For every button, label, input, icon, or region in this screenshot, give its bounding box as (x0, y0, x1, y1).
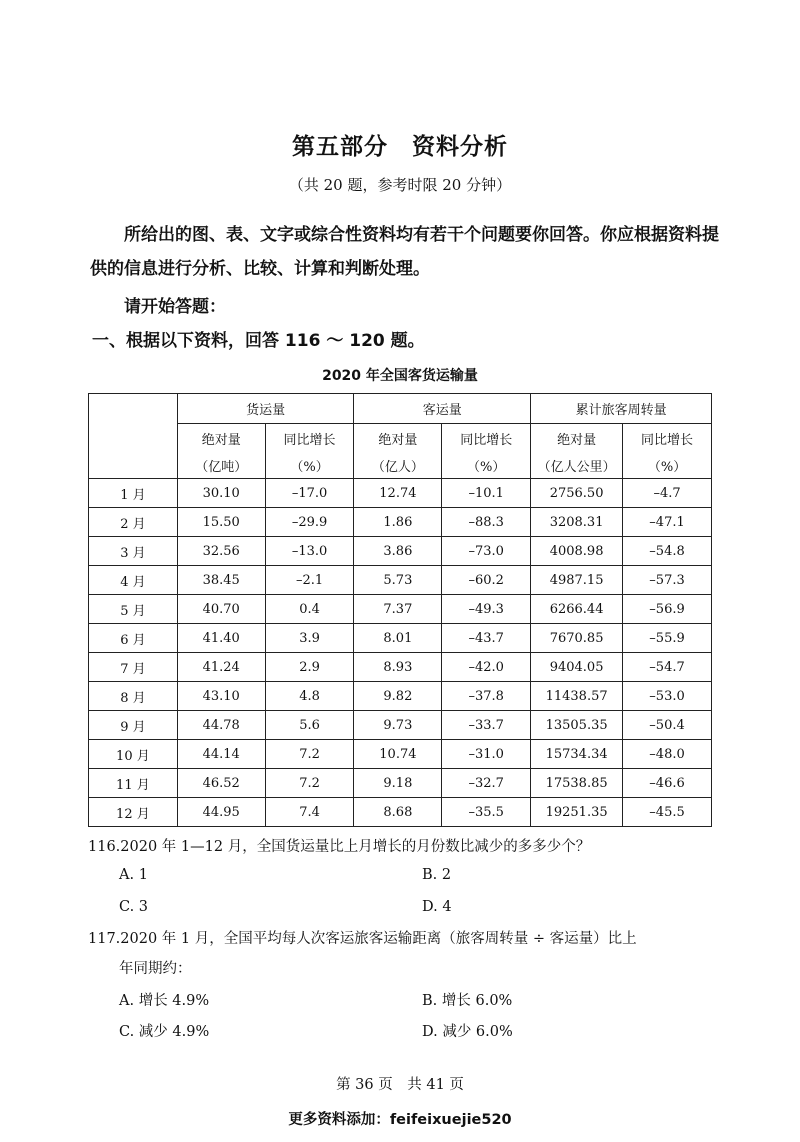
value-cell: –32.7 (442, 769, 531, 798)
table-row (89, 479, 712, 508)
value-cell: 30.10 (177, 479, 265, 508)
value-cell: 15734.34 (531, 740, 623, 769)
value-cell: 46.52 (177, 769, 265, 798)
question-116: 116.2020 年 1—12 月，全国货运量比上月增长的月份数比减少的多多少个？ (88, 839, 591, 855)
value-cell: 7670.85 (531, 624, 623, 653)
unit-cell: （亿吨） (177, 452, 265, 479)
table-row (89, 537, 712, 566)
table-row (89, 740, 712, 769)
value-cell: –55.9 (623, 624, 712, 653)
value-cell: –37.8 (442, 682, 531, 711)
header-freight: 货运量 (177, 394, 354, 424)
value-cell: 4008.98 (531, 537, 623, 566)
month-cell: 6 月 (89, 624, 178, 653)
value-cell: 44.95 (177, 798, 265, 827)
value-cell: 4987.15 (531, 566, 623, 595)
table-row (89, 508, 712, 537)
value-cell: –33.7 (442, 711, 531, 740)
value-cell: 5.73 (354, 566, 442, 595)
value-cell: –17.0 (265, 479, 354, 508)
subheader-cell: 同比增长 (442, 424, 531, 453)
table-row (89, 624, 712, 653)
table-row (89, 798, 712, 827)
table-corner-cell (89, 394, 178, 479)
value-cell: –47.1 (623, 508, 712, 537)
value-cell: 12.74 (354, 479, 442, 508)
value-cell: 8.01 (354, 624, 442, 653)
value-cell: –31.0 (442, 740, 531, 769)
value-cell: –10.1 (442, 479, 531, 508)
value-cell: 32.56 (177, 537, 265, 566)
value-cell: 3.86 (354, 537, 442, 566)
option-116-c[interactable]: C. 3 (119, 899, 149, 915)
transport-table (88, 393, 712, 827)
question-group-heading: 一、根据以下资料，回答 116 ～ 120 题。 (92, 331, 425, 351)
table-body (89, 479, 712, 827)
value-cell: –13.0 (265, 537, 354, 566)
option-117-c[interactable]: C. 减少 4.9% (119, 1024, 210, 1040)
page-number: 第 36 页 共 41 页 (336, 1077, 464, 1093)
value-cell: 7.2 (265, 740, 354, 769)
value-cell: 1.86 (354, 508, 442, 537)
value-cell: 41.40 (177, 624, 265, 653)
value-cell: 8.93 (354, 653, 442, 682)
month-cell: 12 月 (89, 798, 178, 827)
value-cell: –29.9 (265, 508, 354, 537)
value-cell: 13505.35 (531, 711, 623, 740)
option-116-b[interactable]: B. 2 (422, 867, 452, 883)
value-cell: 40.70 (177, 595, 265, 624)
section-subtitle: （共 20 题，参考时限 20 分钟） (288, 176, 512, 194)
value-cell: –50.4 (623, 711, 712, 740)
value-cell: 2756.50 (531, 479, 623, 508)
value-cell: 3.9 (265, 624, 354, 653)
value-cell: –42.0 (442, 653, 531, 682)
value-cell: 38.45 (177, 566, 265, 595)
unit-cell: （%） (265, 452, 354, 479)
value-cell: –35.5 (442, 798, 531, 827)
value-cell: 43.10 (177, 682, 265, 711)
option-116-a[interactable]: A. 1 (119, 867, 148, 883)
table-row (89, 595, 712, 624)
month-cell: 11 月 (89, 769, 178, 798)
value-cell: 9.82 (354, 682, 442, 711)
value-cell: –88.3 (442, 508, 531, 537)
value-cell: 8.68 (354, 798, 442, 827)
value-cell: 9.73 (354, 711, 442, 740)
month-cell: 10 月 (89, 740, 178, 769)
subheader-cell: 绝对量 (531, 424, 623, 453)
value-cell: 15.50 (177, 508, 265, 537)
subheader-cell: 同比增长 (265, 424, 354, 453)
month-cell: 2 月 (89, 508, 178, 537)
value-cell: –56.9 (623, 595, 712, 624)
instructions-paragraph: 所给出的图、表、文字或综合性资料均有若干个问题要你回答。你应根据资料提供的信息进行分析、比较、计算和判断处理。 (90, 225, 719, 279)
value-cell: –4.7 (623, 479, 712, 508)
value-cell: 5.6 (265, 711, 354, 740)
table-row (89, 653, 712, 682)
month-cell: 4 月 (89, 566, 178, 595)
question-117-line1: 117.2020 年 1 月，全国平均每人次客运旅客运输距离（旅客周转量 ÷ 客运量）比上 (88, 931, 637, 947)
month-cell: 5 月 (89, 595, 178, 624)
value-cell: –49.3 (442, 595, 531, 624)
value-cell: –60.2 (442, 566, 531, 595)
value-cell: –54.7 (623, 653, 712, 682)
value-cell: –45.5 (623, 798, 712, 827)
unit-cell: （亿人） (354, 452, 442, 479)
table-row (89, 566, 712, 595)
value-cell: 17538.85 (531, 769, 623, 798)
value-cell: 10.74 (354, 740, 442, 769)
month-cell: 3 月 (89, 537, 178, 566)
subheader-cell: 绝对量 (177, 424, 265, 453)
value-cell: 9404.05 (531, 653, 623, 682)
month-cell: 9 月 (89, 711, 178, 740)
value-cell: 3208.31 (531, 508, 623, 537)
value-cell: –48.0 (623, 740, 712, 769)
table-row (89, 682, 712, 711)
value-cell: 19251.35 (531, 798, 623, 827)
value-cell: 7.37 (354, 595, 442, 624)
value-cell: –46.6 (623, 769, 712, 798)
subheader-cell: 同比增长 (623, 424, 712, 453)
value-cell: –57.3 (623, 566, 712, 595)
month-cell: 7 月 (89, 653, 178, 682)
start-prompt: 请开始答题： (124, 297, 226, 317)
watermark-text: 更多资料添加：feifeixuejie520 (288, 1112, 512, 1128)
unit-cell: （%） (442, 452, 531, 479)
option-116-d[interactable]: D. 4 (422, 899, 452, 915)
value-cell: 7.4 (265, 798, 354, 827)
value-cell: 4.8 (265, 682, 354, 711)
table-row (89, 769, 712, 798)
header-passenger-km: 累计旅客周转量 (531, 394, 712, 424)
header-passenger: 客运量 (354, 394, 531, 424)
value-cell: –2.1 (265, 566, 354, 595)
value-cell: –54.8 (623, 537, 712, 566)
question-117-line2: 年同期约： (119, 961, 192, 977)
month-cell: 1 月 (89, 479, 178, 508)
value-cell: –73.0 (442, 537, 531, 566)
table-caption: 2020 年全国客货运输量 (322, 368, 478, 384)
value-cell: 44.78 (177, 711, 265, 740)
value-cell: 7.2 (265, 769, 354, 798)
section-title: 第五部分 资料分析 (292, 134, 508, 160)
unit-cell: （亿人公里） (531, 452, 623, 479)
option-117-a[interactable]: A. 增长 4.9% (119, 993, 210, 1009)
table-row (89, 711, 712, 740)
value-cell: 11438.57 (531, 682, 623, 711)
value-cell: 44.14 (177, 740, 265, 769)
unit-cell: （%） (623, 452, 712, 479)
value-cell: 9.18 (354, 769, 442, 798)
value-cell: 0.4 (265, 595, 354, 624)
value-cell: 2.9 (265, 653, 354, 682)
value-cell: 6266.44 (531, 595, 623, 624)
value-cell: –53.0 (623, 682, 712, 711)
value-cell: 41.24 (177, 653, 265, 682)
month-cell: 8 月 (89, 682, 178, 711)
value-cell: –43.7 (442, 624, 531, 653)
option-117-d[interactable]: D. 减少 6.0% (422, 1024, 513, 1040)
subheader-cell: 绝对量 (354, 424, 442, 453)
option-117-b[interactable]: B. 增长 6.0% (422, 993, 513, 1009)
